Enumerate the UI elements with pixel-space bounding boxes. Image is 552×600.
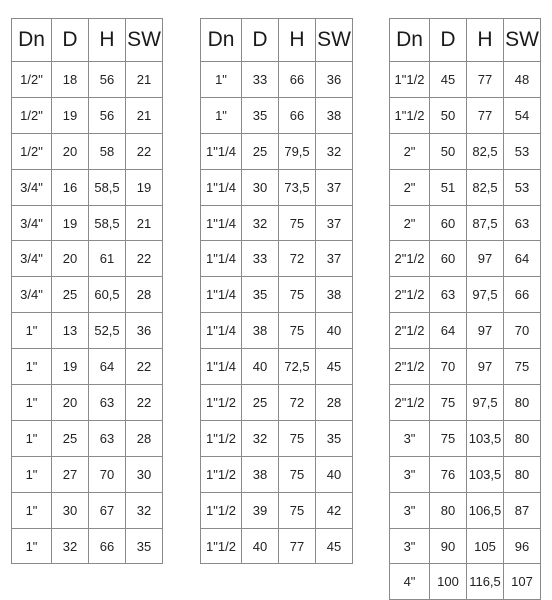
table-row bbox=[12, 97, 163, 133]
cell-h: 58,5 bbox=[89, 169, 126, 205]
cell-h: 66 bbox=[279, 62, 316, 98]
table-row bbox=[390, 277, 541, 313]
cell-h: 72 bbox=[279, 385, 316, 421]
cell-dn: 2" bbox=[390, 133, 430, 169]
cell-sw: 21 bbox=[126, 62, 163, 98]
table-row bbox=[390, 528, 541, 564]
column-header-d: D bbox=[52, 19, 89, 62]
cell-dn: 1/2" bbox=[12, 133, 52, 169]
cell-sw: 30 bbox=[126, 456, 163, 492]
cell-dn: 3/4" bbox=[12, 241, 52, 277]
cell-d: 27 bbox=[52, 456, 89, 492]
cell-dn: 1" bbox=[12, 528, 52, 564]
cell-sw: 22 bbox=[126, 385, 163, 421]
column-header-d: D bbox=[242, 19, 279, 62]
cell-d: 50 bbox=[430, 97, 467, 133]
cell-dn: 3/4" bbox=[12, 277, 52, 313]
cell-sw: 21 bbox=[126, 97, 163, 133]
column-header-h: H bbox=[279, 19, 316, 62]
cell-h: 77 bbox=[279, 528, 316, 564]
cell-dn: 1"1/4 bbox=[201, 205, 242, 241]
cell-sw: 37 bbox=[316, 169, 353, 205]
cell-sw: 40 bbox=[316, 313, 353, 349]
cell-d: 32 bbox=[242, 205, 279, 241]
cell-dn: 3/4" bbox=[12, 169, 52, 205]
table-row bbox=[201, 97, 353, 133]
cell-h: 79,5 bbox=[279, 133, 316, 169]
table-row bbox=[390, 241, 541, 277]
cell-d: 40 bbox=[242, 528, 279, 564]
cell-dn: 1"1/4 bbox=[201, 313, 242, 349]
cell-d: 19 bbox=[52, 349, 89, 385]
cell-h: 75 bbox=[279, 492, 316, 528]
cell-h: 97 bbox=[467, 241, 504, 277]
column-header-sw: SW bbox=[126, 19, 163, 62]
cell-sw: 38 bbox=[316, 97, 353, 133]
cell-h: 72 bbox=[279, 241, 316, 277]
cell-h: 58,5 bbox=[89, 205, 126, 241]
cell-dn: 1"1/2 bbox=[201, 420, 242, 456]
cell-dn: 1"1/2 bbox=[201, 492, 242, 528]
cell-h: 75 bbox=[279, 420, 316, 456]
cell-h: 63 bbox=[89, 385, 126, 421]
cell-sw: 32 bbox=[316, 133, 353, 169]
cell-d: 63 bbox=[430, 277, 467, 313]
cell-dn: 2" bbox=[390, 205, 430, 241]
table-row bbox=[12, 385, 163, 421]
cell-h: 73,5 bbox=[279, 169, 316, 205]
cell-dn: 1"1/2 bbox=[201, 456, 242, 492]
table-row bbox=[12, 456, 163, 492]
cell-d: 70 bbox=[430, 349, 467, 385]
header-row bbox=[201, 19, 353, 62]
cell-d: 35 bbox=[242, 97, 279, 133]
cell-dn: 4" bbox=[390, 564, 430, 600]
table-row bbox=[390, 385, 541, 421]
cell-d: 38 bbox=[242, 313, 279, 349]
cell-d: 64 bbox=[430, 313, 467, 349]
table-row bbox=[12, 528, 163, 564]
cell-d: 60 bbox=[430, 205, 467, 241]
cell-d: 32 bbox=[52, 528, 89, 564]
cell-dn: 2"1/2 bbox=[390, 313, 430, 349]
cell-dn: 2"1/2 bbox=[390, 385, 430, 421]
cell-sw: 22 bbox=[126, 241, 163, 277]
cell-d: 40 bbox=[242, 349, 279, 385]
table-row bbox=[12, 241, 163, 277]
cell-dn: 1"1/4 bbox=[201, 169, 242, 205]
table-row bbox=[390, 492, 541, 528]
cell-sw: 37 bbox=[316, 205, 353, 241]
cell-h: 67 bbox=[89, 492, 126, 528]
table-row bbox=[390, 62, 541, 98]
table-row bbox=[201, 492, 353, 528]
cell-sw: 35 bbox=[126, 528, 163, 564]
cell-h: 75 bbox=[279, 313, 316, 349]
cell-d: 76 bbox=[430, 456, 467, 492]
cell-d: 38 bbox=[242, 456, 279, 492]
cell-h: 75 bbox=[279, 205, 316, 241]
table-row bbox=[390, 133, 541, 169]
cell-sw: 48 bbox=[504, 62, 541, 98]
cell-sw: 80 bbox=[504, 420, 541, 456]
cell-d: 25 bbox=[242, 133, 279, 169]
cell-sw: 70 bbox=[504, 313, 541, 349]
table-row bbox=[12, 420, 163, 456]
cell-dn: 2"1/2 bbox=[390, 277, 430, 313]
cell-sw: 45 bbox=[316, 528, 353, 564]
table-row bbox=[390, 313, 541, 349]
table-row bbox=[201, 420, 353, 456]
table-row bbox=[390, 564, 541, 600]
table-row bbox=[201, 241, 353, 277]
cell-sw: 96 bbox=[504, 528, 541, 564]
cell-sw: 75 bbox=[504, 349, 541, 385]
cell-h: 77 bbox=[467, 62, 504, 98]
cell-sw: 64 bbox=[504, 241, 541, 277]
cell-dn: 3" bbox=[390, 528, 430, 564]
cell-dn: 1" bbox=[201, 97, 242, 133]
cell-sw: 63 bbox=[504, 205, 541, 241]
cell-dn: 1" bbox=[12, 420, 52, 456]
cell-dn: 1" bbox=[12, 313, 52, 349]
column-header-d: D bbox=[430, 19, 467, 62]
cell-sw: 28 bbox=[126, 277, 163, 313]
cell-h: 103,5 bbox=[467, 456, 504, 492]
table-row bbox=[390, 205, 541, 241]
cell-sw: 40 bbox=[316, 456, 353, 492]
cell-dn: 3/4" bbox=[12, 205, 52, 241]
cell-dn: 1"1/4 bbox=[201, 277, 242, 313]
table-row bbox=[390, 349, 541, 385]
cell-d: 30 bbox=[52, 492, 89, 528]
cell-h: 72,5 bbox=[279, 349, 316, 385]
cell-h: 116,5 bbox=[467, 564, 504, 600]
cell-dn: 1"1/2 bbox=[390, 62, 430, 98]
cell-d: 35 bbox=[242, 277, 279, 313]
cell-d: 39 bbox=[242, 492, 279, 528]
cell-h: 63 bbox=[89, 420, 126, 456]
cell-sw: 37 bbox=[316, 241, 353, 277]
cell-dn: 3" bbox=[390, 420, 430, 456]
cell-h: 105 bbox=[467, 528, 504, 564]
cell-d: 33 bbox=[242, 241, 279, 277]
table-row bbox=[12, 205, 163, 241]
cell-d: 90 bbox=[430, 528, 467, 564]
cell-sw: 42 bbox=[316, 492, 353, 528]
table-row bbox=[201, 277, 353, 313]
cell-dn: 1/2" bbox=[12, 62, 52, 98]
cell-h: 60,5 bbox=[89, 277, 126, 313]
cell-sw: 21 bbox=[126, 205, 163, 241]
cell-h: 97,5 bbox=[467, 385, 504, 421]
cell-sw: 80 bbox=[504, 385, 541, 421]
column-header-dn: Dn bbox=[201, 19, 242, 62]
column-header-sw: SW bbox=[316, 19, 353, 62]
cell-d: 51 bbox=[430, 169, 467, 205]
cell-d: 60 bbox=[430, 241, 467, 277]
table-row bbox=[12, 277, 163, 313]
cell-sw: 87 bbox=[504, 492, 541, 528]
cell-dn: 1"1/2 bbox=[390, 97, 430, 133]
cell-d: 20 bbox=[52, 133, 89, 169]
cell-dn: 1"1/2 bbox=[201, 385, 242, 421]
cell-h: 97 bbox=[467, 349, 504, 385]
cell-d: 25 bbox=[52, 420, 89, 456]
cell-d: 50 bbox=[430, 133, 467, 169]
cell-h: 56 bbox=[89, 97, 126, 133]
column-header-dn: Dn bbox=[12, 19, 52, 62]
cell-h: 97 bbox=[467, 313, 504, 349]
cell-sw: 28 bbox=[126, 420, 163, 456]
table-row bbox=[12, 349, 163, 385]
cell-dn: 2"1/2 bbox=[390, 241, 430, 277]
column-header-h: H bbox=[467, 19, 504, 62]
cell-d: 30 bbox=[242, 169, 279, 205]
table-row bbox=[12, 313, 163, 349]
cell-dn: 1"1/4 bbox=[201, 133, 242, 169]
cell-sw: 80 bbox=[504, 456, 541, 492]
cell-d: 75 bbox=[430, 420, 467, 456]
cell-dn: 1" bbox=[12, 456, 52, 492]
cell-h: 87,5 bbox=[467, 205, 504, 241]
cell-d: 20 bbox=[52, 241, 89, 277]
cell-h: 97,5 bbox=[467, 277, 504, 313]
cell-sw: 35 bbox=[316, 420, 353, 456]
table-row bbox=[12, 62, 163, 98]
spec-table-2 bbox=[200, 18, 353, 564]
cell-sw: 38 bbox=[316, 277, 353, 313]
cell-sw: 53 bbox=[504, 169, 541, 205]
cell-h: 82,5 bbox=[467, 133, 504, 169]
cell-sw: 53 bbox=[504, 133, 541, 169]
cell-h: 75 bbox=[279, 456, 316, 492]
cell-dn: 1"1/4 bbox=[201, 349, 242, 385]
cell-d: 19 bbox=[52, 97, 89, 133]
cell-d: 25 bbox=[242, 385, 279, 421]
cell-dn: 1" bbox=[12, 349, 52, 385]
spec-table-3 bbox=[389, 18, 541, 600]
table-row bbox=[201, 133, 353, 169]
table-row bbox=[201, 349, 353, 385]
cell-sw: 28 bbox=[316, 385, 353, 421]
cell-d: 13 bbox=[52, 313, 89, 349]
cell-d: 80 bbox=[430, 492, 467, 528]
cell-d: 32 bbox=[242, 420, 279, 456]
cell-sw: 32 bbox=[126, 492, 163, 528]
table-row bbox=[12, 169, 163, 205]
cell-d: 16 bbox=[52, 169, 89, 205]
cell-h: 66 bbox=[89, 528, 126, 564]
cell-dn: 1"1/4 bbox=[201, 241, 242, 277]
table-row bbox=[390, 97, 541, 133]
cell-h: 58 bbox=[89, 133, 126, 169]
cell-sw: 22 bbox=[126, 133, 163, 169]
cell-h: 56 bbox=[89, 62, 126, 98]
cell-h: 106,5 bbox=[467, 492, 504, 528]
cell-dn: 2"1/2 bbox=[390, 349, 430, 385]
cell-sw: 22 bbox=[126, 349, 163, 385]
cell-d: 45 bbox=[430, 62, 467, 98]
cell-sw: 107 bbox=[504, 564, 541, 600]
cell-dn: 1" bbox=[12, 492, 52, 528]
cell-h: 70 bbox=[89, 456, 126, 492]
cell-sw: 54 bbox=[504, 97, 541, 133]
cell-dn: 1"1/2 bbox=[201, 528, 242, 564]
cell-d: 19 bbox=[52, 205, 89, 241]
cell-sw: 36 bbox=[126, 313, 163, 349]
cell-d: 20 bbox=[52, 385, 89, 421]
cell-sw: 19 bbox=[126, 169, 163, 205]
cell-dn: 3" bbox=[390, 492, 430, 528]
cell-h: 66 bbox=[279, 97, 316, 133]
cell-d: 100 bbox=[430, 564, 467, 600]
table-row bbox=[390, 456, 541, 492]
table-row bbox=[12, 492, 163, 528]
header-row bbox=[390, 19, 541, 62]
cell-h: 77 bbox=[467, 97, 504, 133]
cell-d: 33 bbox=[242, 62, 279, 98]
cell-h: 52,5 bbox=[89, 313, 126, 349]
table-row bbox=[201, 62, 353, 98]
table-row bbox=[201, 205, 353, 241]
cell-d: 18 bbox=[52, 62, 89, 98]
table-row bbox=[201, 169, 353, 205]
column-header-dn: Dn bbox=[390, 19, 430, 62]
cell-dn: 2" bbox=[390, 169, 430, 205]
table-row bbox=[12, 133, 163, 169]
header-row bbox=[12, 19, 163, 62]
cell-d: 25 bbox=[52, 277, 89, 313]
table-row bbox=[201, 528, 353, 564]
cell-dn: 3" bbox=[390, 456, 430, 492]
cell-h: 82,5 bbox=[467, 169, 504, 205]
table-row bbox=[390, 169, 541, 205]
cell-d: 75 bbox=[430, 385, 467, 421]
cell-h: 64 bbox=[89, 349, 126, 385]
cell-dn: 1" bbox=[201, 62, 242, 98]
table-row bbox=[201, 456, 353, 492]
cell-dn: 1/2" bbox=[12, 97, 52, 133]
cell-h: 61 bbox=[89, 241, 126, 277]
cell-h: 103,5 bbox=[467, 420, 504, 456]
table-row bbox=[390, 420, 541, 456]
cell-sw: 66 bbox=[504, 277, 541, 313]
table-row bbox=[201, 385, 353, 421]
cell-sw: 36 bbox=[316, 62, 353, 98]
column-header-h: H bbox=[89, 19, 126, 62]
spec-table-1 bbox=[11, 18, 163, 564]
column-header-sw: SW bbox=[504, 19, 541, 62]
table-row bbox=[201, 313, 353, 349]
cell-dn: 1" bbox=[12, 385, 52, 421]
cell-h: 75 bbox=[279, 277, 316, 313]
cell-sw: 45 bbox=[316, 349, 353, 385]
